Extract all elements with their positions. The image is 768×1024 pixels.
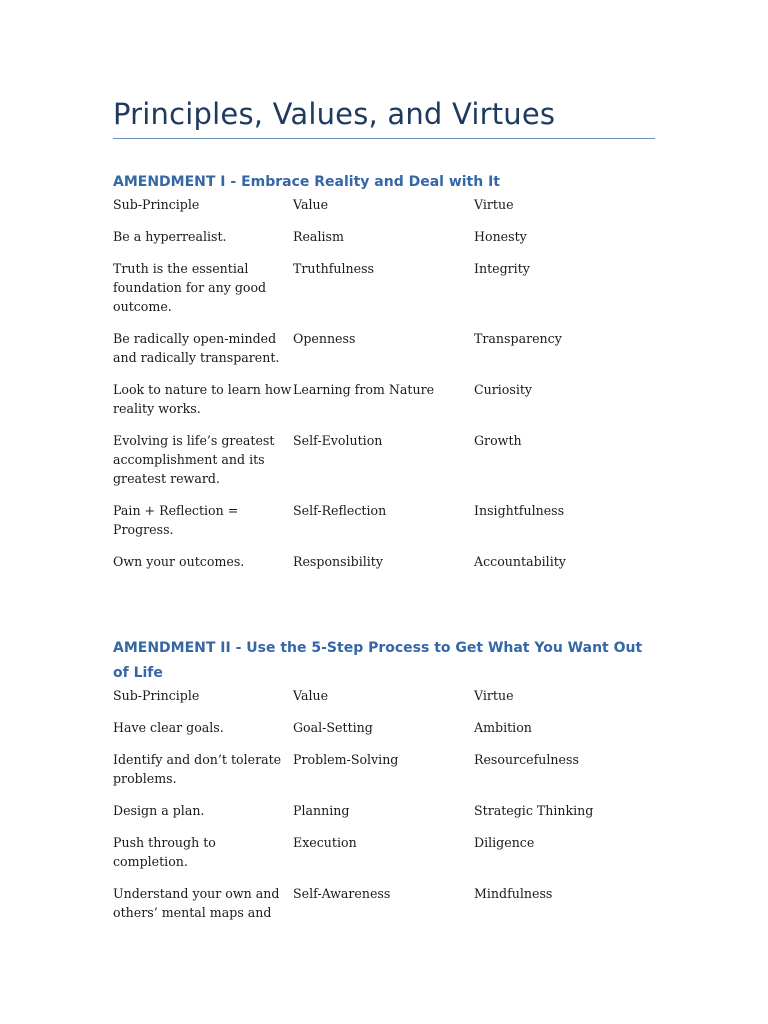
virtue-cell: Accountability (474, 554, 566, 569)
table-row (113, 380, 655, 418)
value-cell: Planning (293, 803, 350, 818)
virtue-cell: Transparency (474, 331, 562, 346)
table-row (113, 329, 655, 367)
virtue-cell: Resourcefulness (474, 752, 579, 767)
column-header: Value (293, 197, 329, 212)
sub-principle-cell: Identify and don’t tolerate problems. (113, 752, 282, 786)
value-cell: Openness (293, 331, 356, 346)
column-header: Sub-Principle (113, 688, 200, 703)
value-cell: Learning from Nature (293, 382, 435, 397)
sub-principle-cell: Pain + Reflection = Progress. (113, 503, 239, 537)
value-cell: Responsibility (293, 554, 383, 569)
virtue-cell: Curiosity (474, 382, 533, 397)
value-cell: Self-Evolution (293, 433, 383, 448)
virtue-cell: Strategic Thinking (474, 803, 594, 818)
sub-principle-cell: Push through to completion. (113, 835, 216, 869)
table-row (113, 718, 655, 737)
sub-principle-cell: Understand your own and others’ mental maps and (113, 886, 280, 920)
value-cell: Truthfulness (293, 261, 374, 276)
table-row (113, 501, 655, 539)
document-title: Principles, Values, and Virtues (113, 94, 655, 139)
value-cell: Problem-Solving (293, 752, 399, 767)
value-cell: Self-Awareness (293, 886, 391, 901)
sub-principle-cell: Have clear goals. (113, 720, 224, 735)
table-header-row (113, 686, 655, 705)
sub-principle-cell: Be radically open-minded and radically transparent. (113, 331, 280, 365)
amendment-section (113, 636, 655, 935)
column-header: Value (293, 688, 329, 703)
sub-principle-cell: Truth is the essential foundation for any good outcome. (113, 261, 267, 314)
sub-principle-cell: Be a hyperrealist. (113, 229, 227, 244)
table-row (113, 833, 655, 871)
section-heading: AMENDMENT I - Embrace Reality and Deal with It (113, 174, 500, 190)
value-cell: Goal-Setting (293, 720, 373, 735)
sub-principle-cell: Evolving is life’s greatest accomplishment and its greatest reward. (113, 433, 275, 486)
virtue-cell: Insightfulness (474, 503, 565, 518)
column-header: Virtue (474, 197, 514, 212)
column-header: Sub-Principle (113, 197, 200, 212)
table-row (113, 801, 655, 820)
virtue-cell: Ambition (474, 720, 532, 735)
value-cell: Self-Reflection (293, 503, 387, 518)
table-row (113, 431, 655, 488)
sub-principle-cell: Design a plan. (113, 803, 205, 818)
virtue-cell: Growth (474, 433, 522, 448)
virtue-cell: Honesty (474, 229, 527, 244)
table-row (113, 227, 655, 246)
value-cell: Realism (293, 229, 344, 244)
table-row (113, 884, 655, 922)
table-row (113, 750, 655, 788)
virtue-cell: Diligence (474, 835, 535, 850)
table-row (113, 552, 655, 571)
sub-principle-cell: Own your outcomes. (113, 554, 245, 569)
virtue-cell: Integrity (474, 261, 530, 276)
section-heading: AMENDMENT II - Use the 5-Step Process to Get What You Want Out of Life (113, 640, 643, 681)
table-header-row (113, 195, 655, 214)
column-header: Virtue (474, 688, 514, 703)
value-cell: Execution (293, 835, 357, 850)
table-row (113, 259, 655, 316)
sub-principle-cell: Look to nature to learn how reality works. (113, 382, 292, 416)
virtue-cell: Mindfulness (474, 886, 553, 901)
amendment-section (113, 170, 655, 584)
